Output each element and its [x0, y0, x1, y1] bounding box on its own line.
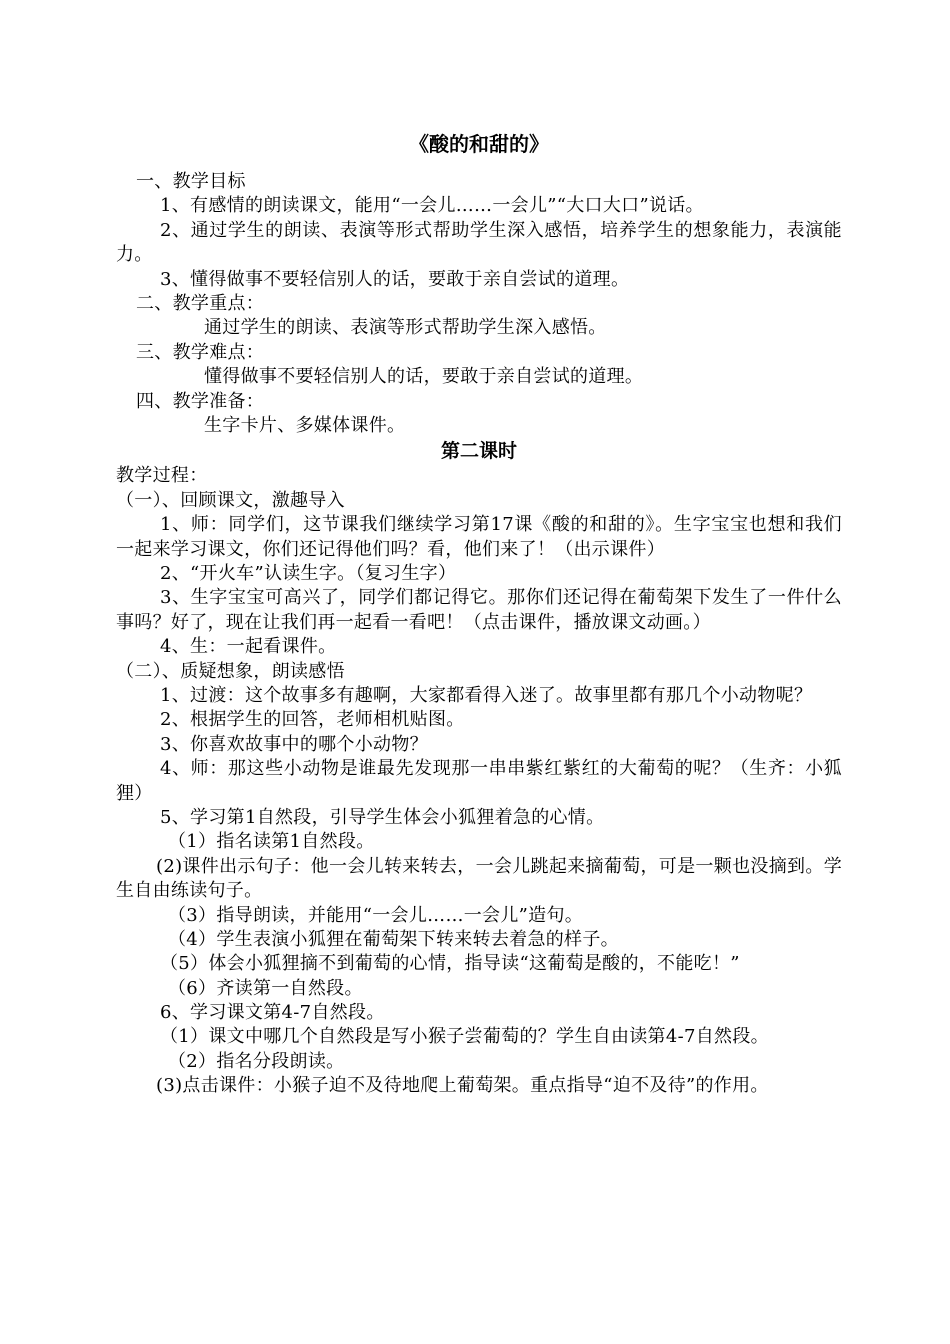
part2-sub-item-1: （1）指名读第1自然段。 [168, 831, 375, 853]
difficulties-text: 懂得做事不要轻信别人的话，要敢于亲自尝试的道理。 [204, 366, 644, 388]
part2-sub-item-7: （1）课文中哪几个自然段是写小猴子尝葡萄的？学生自由读第4-7自然段。 [160, 1026, 769, 1048]
part2-paragraph-5: 5、学习第1自然段，引导学生体会小狐狸着急的心情。 [160, 806, 605, 828]
part2-paragraph-4: 4、师：那这些小动物是谁最先发现那一串串紫红紫红的大葡萄的呢？（生齐：小狐狸） [116, 758, 842, 804]
process-label: 教学过程： [116, 465, 208, 487]
part2-sub-item-3: （3）指导朗读，并能用“一会儿……一会儿”造句。 [168, 904, 584, 926]
part2-paragraph-3: 3、你喜欢故事中的哪个小动物？ [160, 733, 428, 755]
part2-sub-item-9: (3)点击课件：小猴子迫不及待地爬上葡萄架。重点指导“迫不及待”的作用。 [156, 1075, 769, 1097]
section-heading-key-points: 二、教学重点： [136, 292, 265, 314]
section-heading-preparation: 四、教学准备： [136, 390, 265, 412]
preparation-text: 生字卡片、多媒体课件。 [204, 414, 406, 436]
part2-sub-item-2: (2)课件出示句子：他一会儿转来转去，一会儿跳起来摘葡萄，可是一颗也没摘到。学生自由练读句子。 [116, 855, 842, 902]
part2-paragraph-2: 2、根据学生的回答，老师相机贴图。 [160, 709, 465, 731]
goal-item-2: 2、通过学生的朗读、表演等形式帮助学生深入感悟，培养学生的想象能力，表演能力。 [116, 219, 842, 266]
section-heading-goals: 一、教学目标 [136, 171, 246, 192]
part1-heading: （一）、回顾课文，激趣导入 [116, 489, 345, 511]
goal-item-3: 3、懂得做事不要轻信别人的话，要敢于亲自尝试的道理。 [160, 268, 630, 290]
part1-paragraph-2: 2、“开火车”认读生字。（复习生字） [160, 562, 457, 584]
part1-paragraph-3: 3、生字宝宝可高兴了，同学们都记得它。那你们还记得在葡萄架下发生了一件什么事吗？好了，现在让我们再一起看一看吧！（点击课件，播放课文动画。） [116, 587, 842, 633]
document-title: 《酸的和甜的》 [409, 132, 549, 156]
section-heading-difficulties: 三、教学难点： [136, 341, 265, 363]
part1-paragraph-4: 4、生：一起看课件。 [160, 636, 337, 658]
part2-paragraph-1: 1、过渡：这个故事多有趣啊，大家都看得入迷了。故事里都有那几个小动物呢？ [160, 684, 813, 706]
lesson-title: 第二课时 [440, 440, 517, 463]
document-page [116, 128, 842, 1099]
goal-item-1: 1、有感情的朗读课文，能用“一会儿……一会儿”“大口大口”说话。 [160, 195, 704, 217]
part2-heading: （二）、质疑想象，朗读感悟 [116, 660, 345, 682]
key-points-text: 通过学生的朗读、表演等形式帮助学生深入感悟。 [204, 317, 607, 339]
part2-sub-item-4: （4）学生表演小狐狸在葡萄架下转来转去着急的样子。 [168, 928, 619, 950]
part2-sub-item-8: （2）指名分段朗读。 [168, 1050, 345, 1072]
part2-sub-item-5: （5）体会小狐狸摘不到葡萄的心情，指导读“这葡萄是酸的，不能吃！” [160, 953, 740, 975]
part2-sub-item-6: （6）齐读第一自然段。 [168, 977, 363, 999]
part2-paragraph-6: 6、学习课文第4-7自然段。 [160, 1002, 385, 1024]
part1-paragraph-1: 1、师：同学们，这节课我们继续学习第17课《酸的和甜的》。生字宝宝也想和我们一起来学习课文，你们还记得他们吗？看，他们来了！（出示课件） [116, 514, 842, 560]
